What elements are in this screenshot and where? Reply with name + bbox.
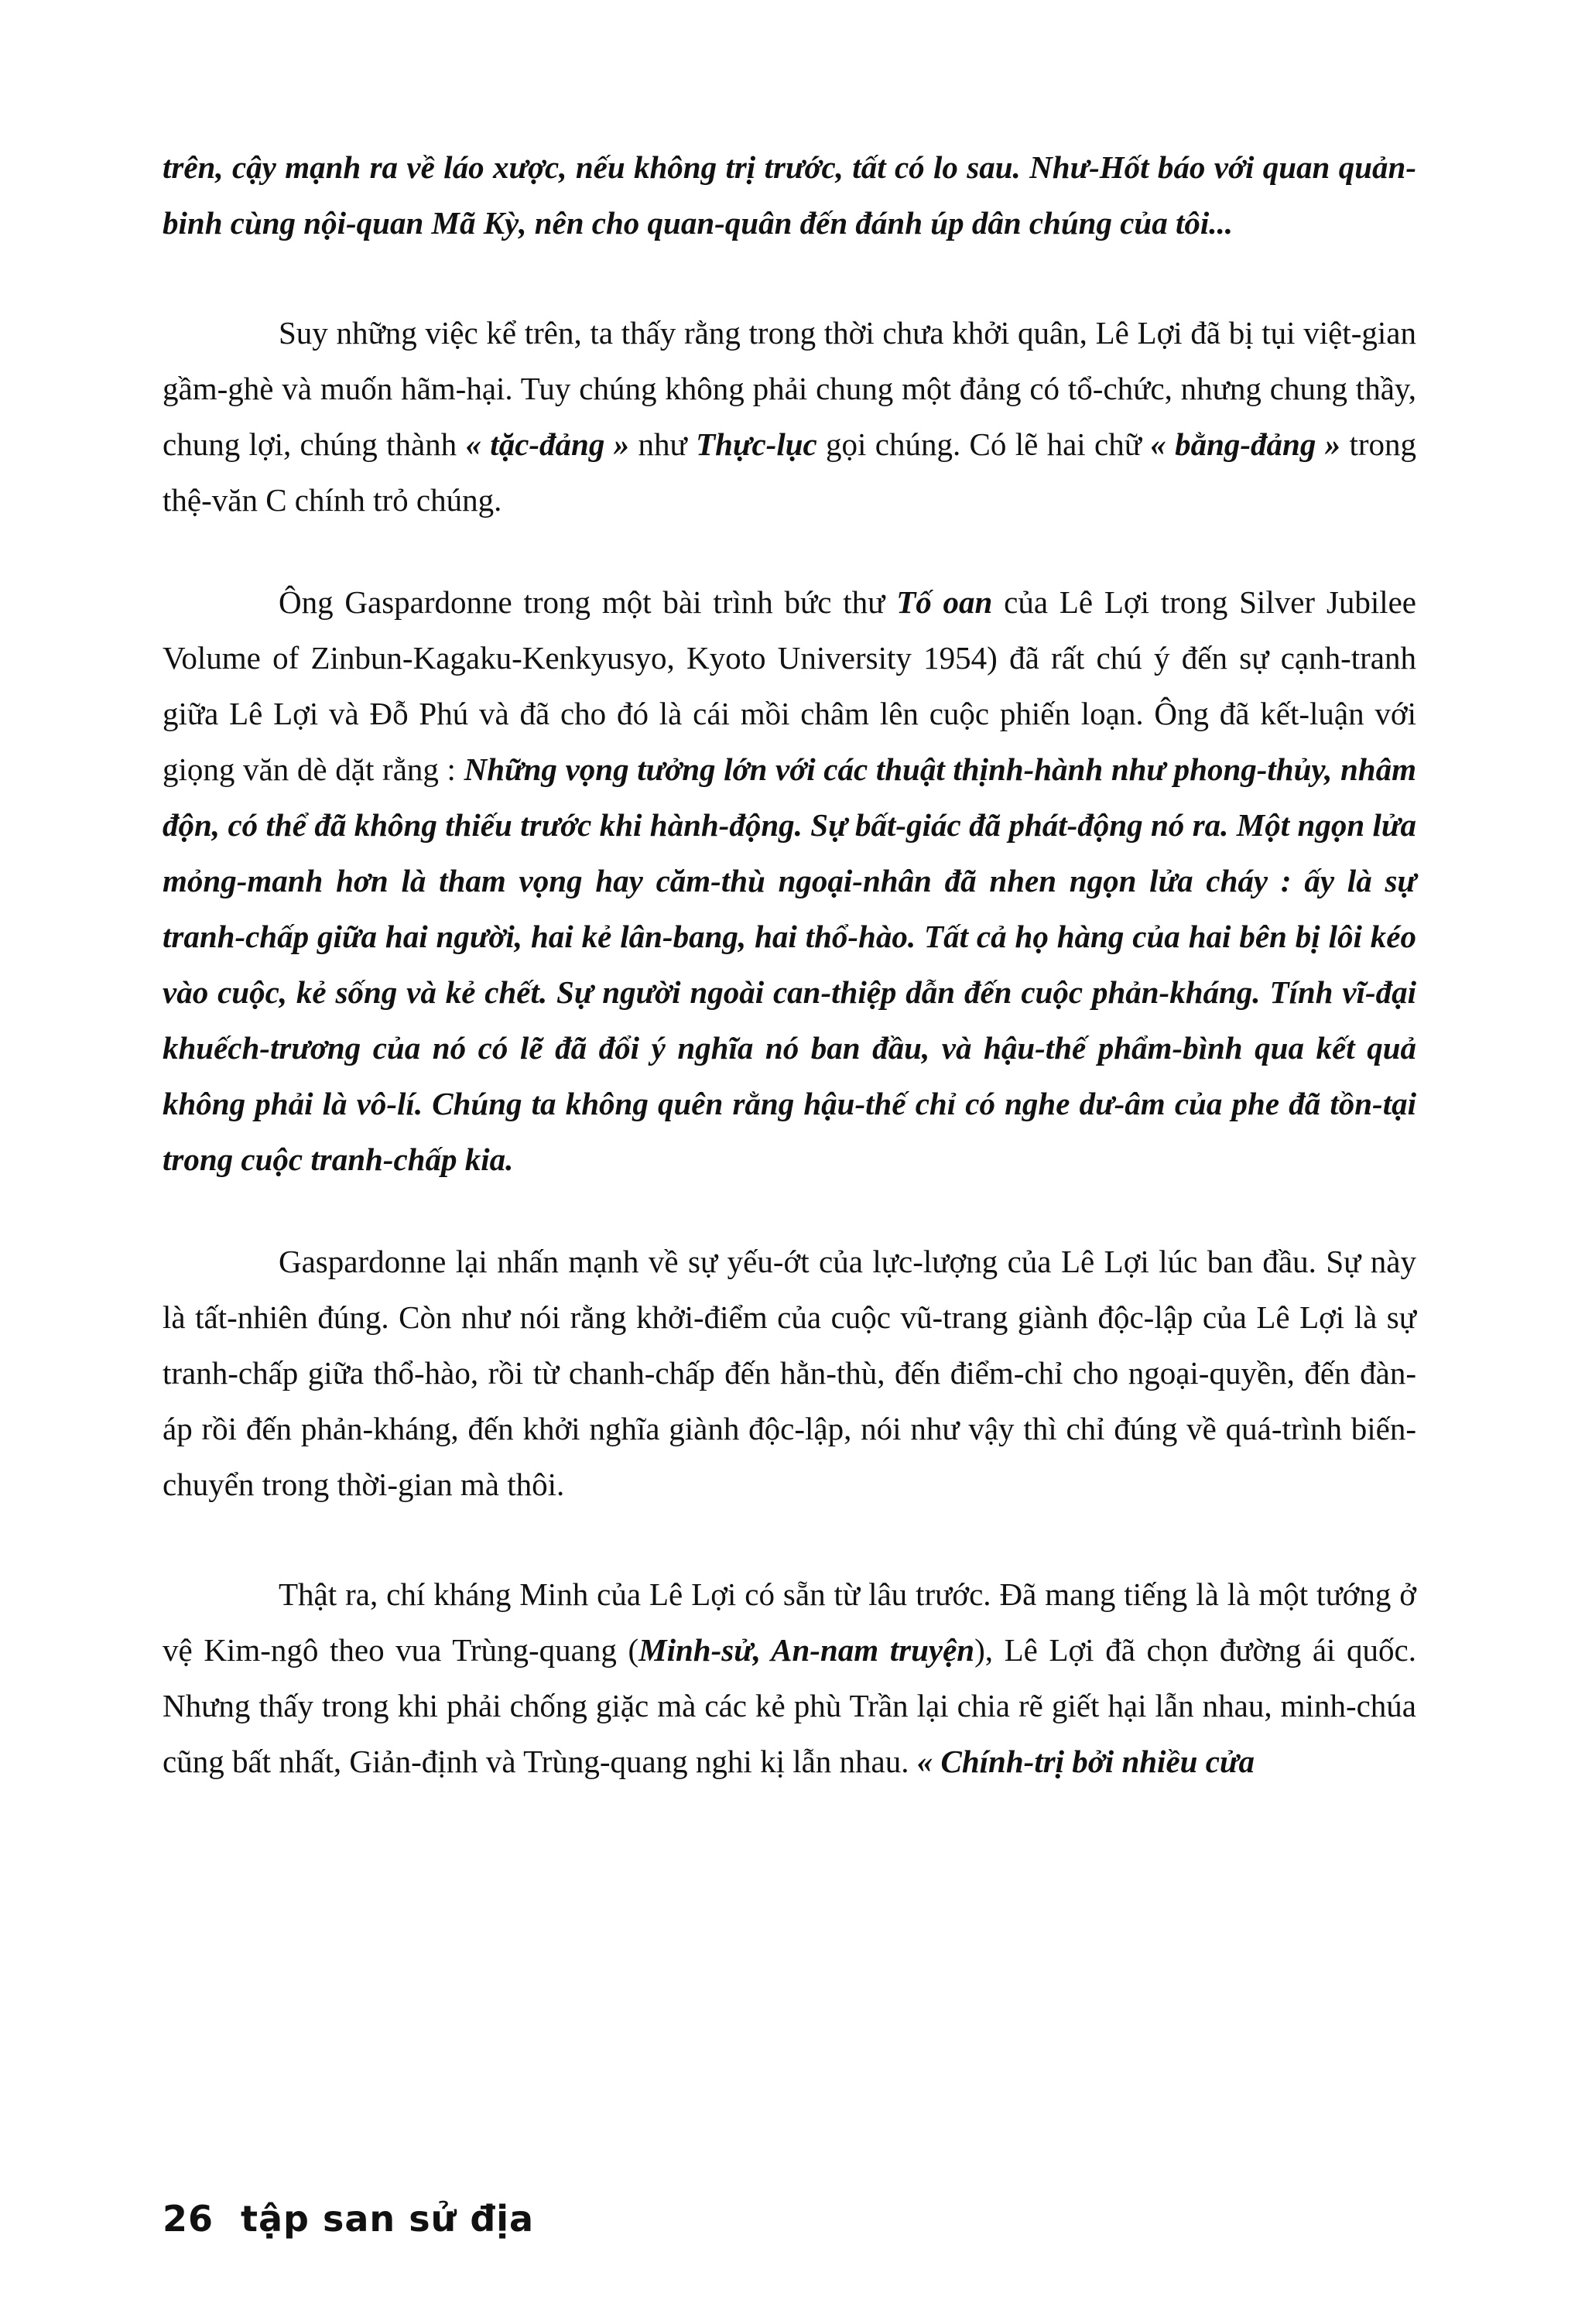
paragraph-quote-continuation: trên, cậy mạnh ra về láo xược, nếu không trị trước, tất có lo sau. Như-Hốt báo với quan quản-binh cùng nội-quan Mã Kỳ, nên cho quan-quân đến đánh úp dân chúng của tôi... [163, 149, 1416, 241]
paragraph-2 [163, 574, 1416, 1187]
text-run: trong thệ-văn C chính trỏ chúng. [163, 426, 1417, 518]
book-title: Tố oan [896, 584, 993, 620]
text-run: Suy những việc kể trên, ta thấy rằng trong thời chưa khởi quân, Lê Lợi đã bị tụi việt-gian gầm-ghè và muốn hãm-hại. Tuy chúng không phải chung một đảng có tổ-chức, nhưng chung thầy, chung lợi, chúng thành [163, 315, 1416, 462]
paragraph-4 [163, 1566, 1416, 1789]
publication-name: tập san sử địa [241, 2198, 535, 2240]
text-run: của Lê Lợi trong Silver Jubilee Volume of Zinbun-Kagaku-Kenkyusyo, Kyoto University 1954) đã rất chú ý đến sự cạnh-tranh giữa Lê Lợi và Đỗ Phú và đã cho đó là cái mồi châm lên cuộc phiến loạn. Ông đã kết-luận với giọng văn dè dặt rằng : [163, 584, 1416, 787]
document-body [163, 139, 1416, 1789]
text-run: Thật ra, chí kháng Minh của Lê Lợi có sẵn từ lâu trước. Đã mang tiếng là là một tướng ở vệ Kim-ngô theo vua Trùng-quang ( [163, 1576, 1416, 1668]
text-run: như [638, 426, 687, 462]
text-run: Ông Gaspardonne trong một bài trình bức thư [279, 584, 885, 620]
text-run: ), Lê Lợi đã chọn đường ái quốc. Nhưng thấy trong khi phải chống giặc mà các kẻ phù Trần lại chia rẽ giết hại lẫn nhau, minh-chúa cũng bất nhất, Giản-định và Trùng-quang nghi kị lẫn nhau. [163, 1632, 1416, 1779]
quotation: « Chính-trị bởi nhiều cửa [916, 1744, 1255, 1779]
quotation: Những vọng tưởng lớn với các thuật thịnh-hành như phong-thủy, nhâm độn, có thể đã không thiếu trước khi hành-động. Sự bất-giác đã phát-động nó ra. Một ngọn lửa mỏng-manh hơn là tham vọng hay căm-thù ngoại-nhân đã nhen ngọn lửa cháy : ấy là sự tranh-chấp giữa hai người, hai kẻ lân-bang, hai thổ-hào. Tất cả họ hàng của hai bên bị lôi kéo vào cuộc, kẻ sống và kẻ chết. Sự người ngoài can-thiệp dẫn đến cuộc phản-kháng. Tính vĩ-đại khuếch-trương của nó có lẽ đã đổi ý nghĩa nó ban đầu, và hậu-thế phẩm-bình qua kết quả không phải là vô-lí. Chúng ta không quên rằng hậu-thế chỉ có nghe dư-âm của phe đã tồn-tại trong cuộc tranh-chấp kia. [163, 751, 1416, 1177]
book-title: Thực-lục [696, 426, 817, 462]
paragraph-1 [163, 305, 1416, 528]
quoted-term: « tặc-đảng » [465, 426, 630, 462]
quoted-term: « bằng-đảng » [1150, 426, 1341, 462]
page-footer [163, 2198, 534, 2240]
text-run: gọi chúng. Có lẽ hai chữ [826, 426, 1142, 462]
paragraph-3: Gaspardonne lại nhấn mạnh về sự yếu-ớt của lực-lượng của Lê Lợi lúc ban đầu. Sự này là tất-nhiên đúng. Còn như nói rằng khởi-điểm của cuộc vũ-trang giành độc-lập của Lê Lợi là sự tranh-chấp giữa thổ-hào, rồi từ chanh-chấp đến hằn-thù, đến điểm-chỉ cho ngoại-quyền, đến đàn-áp rồi đến phản-kháng, đến khởi nghĩa giành độc-lập, nói như vậy thì chỉ đúng về quá-trình biến-chuyển trong thời-gian mà thôi. [163, 1244, 1416, 1502]
page-number: 26 [163, 2198, 214, 2240]
book-title: Minh-sử, An-nam truyện [638, 1632, 975, 1668]
